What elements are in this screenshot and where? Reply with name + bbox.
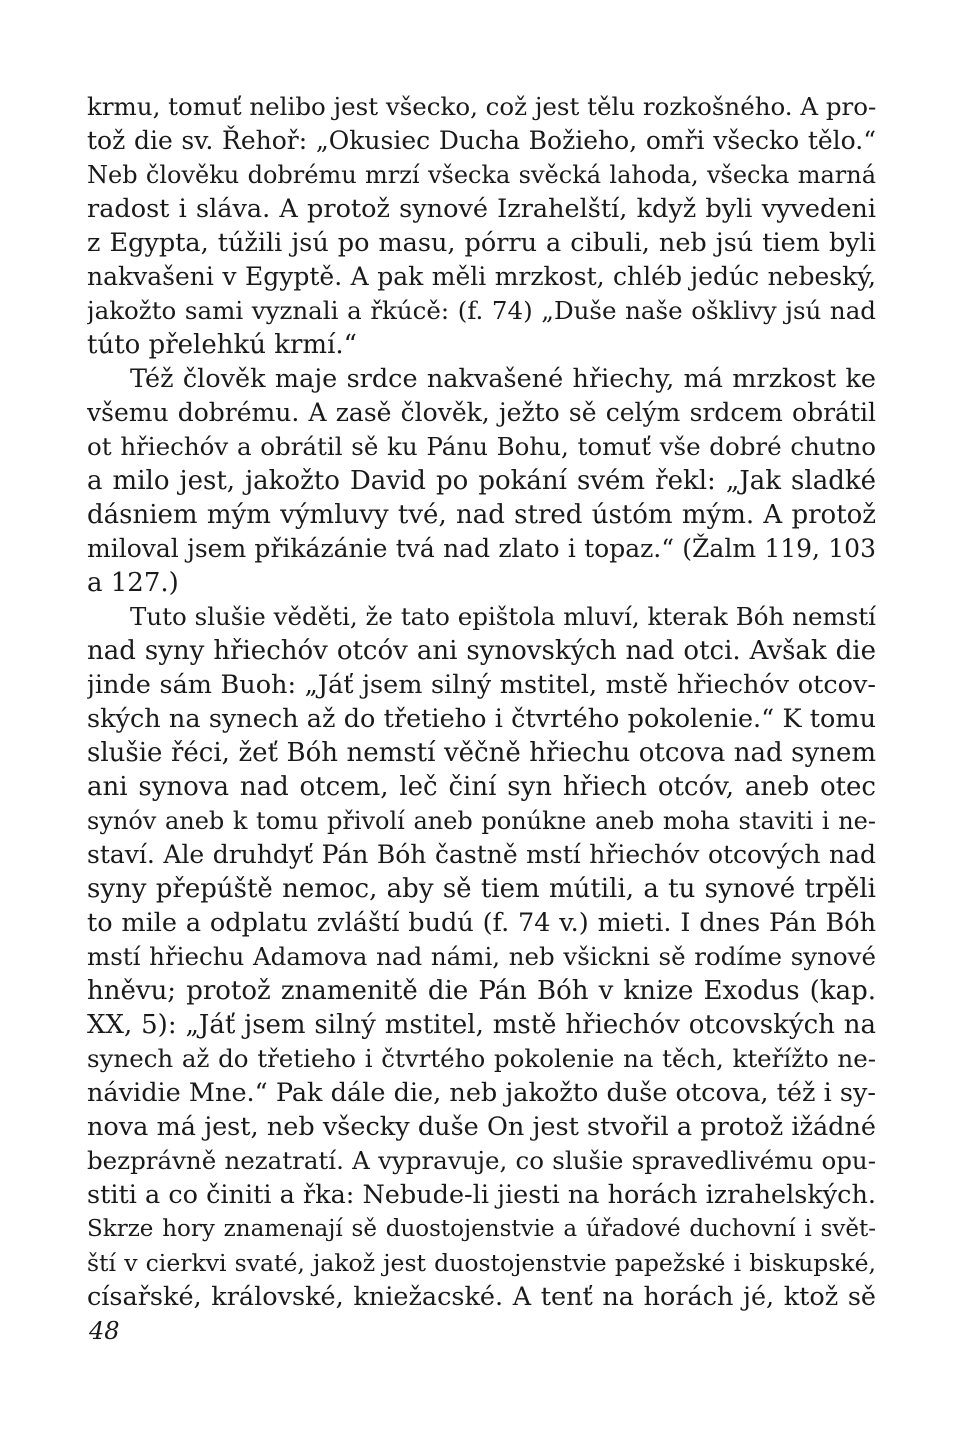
text-line: nova má jest, neb všecky duše On jest stvořil a protož ižádné (87, 1112, 876, 1142)
text-line: stiti a co činiti a řka: Nebude-li jiesti na horách izrahelských. (87, 1180, 876, 1210)
text-line: slušie řéci, žeť Bóh nemstí věčně hřiechu otcova nad synem (87, 738, 876, 768)
text-line: túto přelehkú krmí.“ (87, 330, 357, 360)
text-line: mstí hřiechu Adamova nad námi, neb všickni sě rodíme synové (87, 942, 876, 971)
text-line: synech až do třetieho i čtvrtého pokolenie na těch, kteřížto ne- (87, 1044, 876, 1073)
paragraph-first-line: Tuto slušie věděti, že tato epištola mluví, kterak Bóh nemstí (130, 602, 876, 631)
text-line: ani synova nad otcem, leč činí syn hřiech otcóv, aneb otec (87, 772, 876, 802)
text-line: a milo jest, jakožto David po pokání svém řekl: „Jak sladké (87, 466, 876, 496)
text-line: Neb člověku dobrému mrzí všecka svěcká lahoda, všecka marná (87, 161, 876, 189)
text-line: krmu, tomuť nelibo jest všecko, což jest tělu rozkošného. A pro- (87, 92, 876, 121)
text-line: jakožto sami vyznali a řkúcě: (f. 74) „Duše naše ošklivy jsú nad (87, 296, 876, 325)
text-line: a 127.) (87, 568, 179, 598)
text-line: synóv aneb k tomu přivolí aneb ponúkne aneb moha staviti i ne- (87, 807, 876, 835)
paragraph-first-line: Též člověk maje srdce nakvašené hřiechy, má mrzkost ke (130, 364, 876, 394)
text-line: syny přepúště nemoc, aby sě tiem mútili, a tu synové trpěli (87, 874, 876, 904)
text-line: radost i sláva. A protož synové Izrahelští, když byli vyvedeni (87, 194, 876, 224)
page-number: 48 (89, 1317, 120, 1345)
text-line: všemu dobrému. A zasě člověk, ježto sě celým srdcem obrátil (87, 398, 876, 427)
text-line: dásniem mým výmluvy tvé, nad stred ústóm mým. A protož (87, 500, 876, 530)
text-line: staví. Ale druhdyť Pán Bóh častně mstí hřiechóv otcových nad (87, 840, 876, 869)
text-line: to mile a odplatu zvláští budú (f. 74 v.) mieti. I dnes Pán Bóh (87, 908, 876, 938)
text-line: nad syny hřiechóv otcóv ani synovských nad otci. Avšak die (87, 636, 876, 666)
text-line: hněvu; protož znamenitě die Pán Bóh v knize Exodus (kap. (87, 976, 876, 1006)
text-line: miloval jsem přikázánie tvá nad zlato i topaz.“ (Žalm 119, 103 (87, 534, 876, 563)
text-line: z Egypta, túžili jsú po masu, pórru a cibuli, neb jsú tiem byli (87, 228, 876, 258)
text-line: tož die sv. Řehoř: „Okusiec Ducha Božieho, omři všecko tělo.“ (87, 126, 876, 155)
text-line: ot hřiechóv a obrátil sě ku Pánu Bohu, tomuť vše dobré chutno (87, 432, 876, 461)
text-line: ští v cierkvi svaté, jakož jest duostojenstvie papežské i biskupské, (87, 1249, 876, 1277)
text-line: Skrze hory znamenají sě duostojenstvie a úřadové duchovní i svět- (87, 1216, 876, 1242)
text-line: jinde sám Buoh: „Jáť jsem silný mstitel, mstě hřiechóv otcov- (87, 670, 876, 700)
text-line: ských na synech až do třetieho i čtvrtého pokolenie.“ K tomu (87, 704, 876, 734)
text-line: bezprávně nezatratí. A vypravuje, co slušie spravedlivému opu- (87, 1146, 876, 1175)
text-line: nakvašeni v Egyptě. A pak měli mrzkost, chléb jedúc nebeský, (87, 262, 876, 291)
text-line: císařské, královské, kniežacské. A tenť na horách jé, ktož sě (87, 1282, 876, 1312)
text-line: XX, 5): „Jáť jsem silný mstitel, mstě hřiechóv otcovských na (87, 1010, 876, 1040)
text-line: návidie Mne.“ Pak dále die, neb jakožto duše otcova, též i sy- (87, 1078, 876, 1108)
